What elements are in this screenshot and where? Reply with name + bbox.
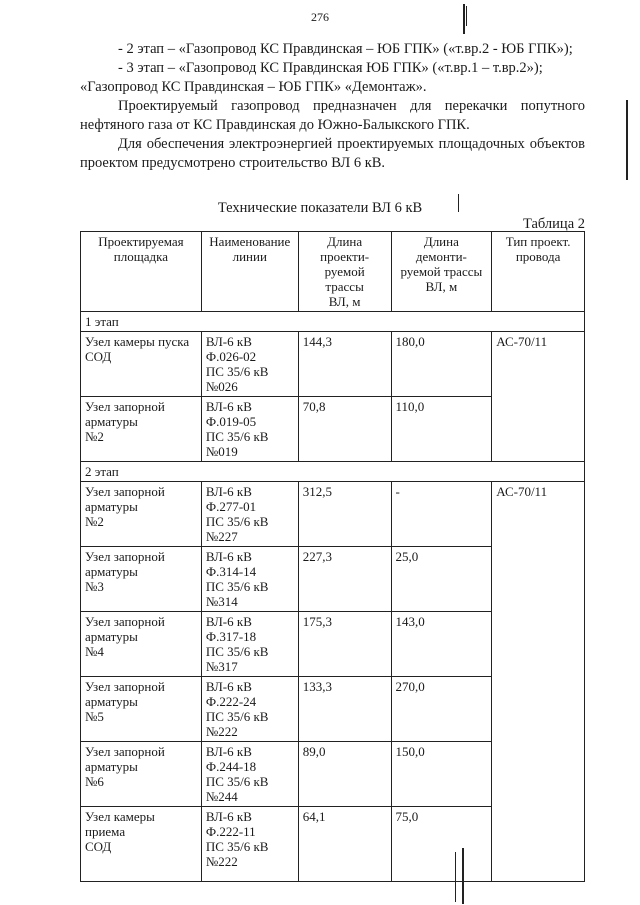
- header-line-name: Наименование линии: [201, 232, 298, 312]
- body-text: [80, 40, 585, 173]
- line-cell: ВЛ-6 кВ Ф.314-14 ПС 35/6 кВ №314: [201, 547, 298, 612]
- site-cell: Узел запорной арматуры №3: [81, 547, 202, 612]
- dismantled-length-cell: 110,0: [391, 397, 492, 462]
- site-cell: Узел камеры приема СОД: [81, 807, 202, 882]
- table-row: [81, 482, 585, 547]
- line-cell: ВЛ-6 кВ Ф.222-24 ПС 35/6 кВ №222: [201, 677, 298, 742]
- paragraph: Для обеспечения электроэнергией проектируемых площадочных объектов проектом предусмотрено строительство ВЛ 6 кВ.: [80, 136, 585, 171]
- projected-length-cell: 227,3: [298, 547, 391, 612]
- paragraph: «Газопровод КС Правдинская – ЮБ ГПК» «Демонтаж».: [80, 79, 427, 95]
- line-cell: ВЛ-6 кВ Ф.277-01 ПС 35/6 кВ №227: [201, 482, 298, 547]
- line-cell: ВЛ-6 кВ Ф.019-05 ПС 35/6 кВ №019: [201, 397, 298, 462]
- dismantled-length-cell: 25,0: [391, 547, 492, 612]
- page-number: 276: [311, 10, 329, 24]
- dismantled-length-cell: 75,0: [391, 807, 492, 882]
- header-projected-length: Длина проекти- руемой трассы ВЛ, м: [298, 232, 391, 312]
- wire-type-cell: АС-70/11: [492, 332, 585, 462]
- site-cell: Узел запорной арматуры №2: [81, 397, 202, 462]
- header-site: Проектируемая площадка: [81, 232, 202, 312]
- table-caption: Таблица 2: [522, 216, 585, 232]
- scan-mark: [463, 4, 465, 34]
- projected-length-cell: 133,3: [298, 677, 391, 742]
- projected-length-cell: 64,1: [298, 807, 391, 882]
- paragraph: Проектируемый газопровод предназначен для перекачки попутного нефтяного газа от КС Правдинская до Южно-Балыкского ГПК.: [80, 98, 585, 133]
- line-cell: ВЛ-6 кВ Ф.244-18 ПС 35/6 кВ №244: [201, 742, 298, 807]
- dismantled-length-cell: 180,0: [391, 332, 492, 397]
- paragraph: - 3 этап – «Газопровод КС Правдинская ЮБ ГПК» («т.вр.1 – т.вр.2»);: [118, 60, 543, 76]
- line-cell: ВЛ-6 кВ Ф.222-11 ПС 35/6 кВ №222: [201, 807, 298, 882]
- dismantled-length-cell: 143,0: [391, 612, 492, 677]
- line-cell: ВЛ-6 кВ Ф.026-02 ПС 35/6 кВ №026: [201, 332, 298, 397]
- site-cell: Узел запорной арматуры №2: [81, 482, 202, 547]
- stage-label: 2 этап: [81, 462, 585, 482]
- dismantled-length-cell: 270,0: [391, 677, 492, 742]
- table-row: [81, 332, 585, 397]
- tech-table: [80, 231, 585, 882]
- projected-length-cell: 144,3: [298, 332, 391, 397]
- scan-mark: [466, 6, 467, 26]
- paragraph: - 2 этап – «Газопровод КС Правдинская – ЮБ ГПК» («т.вр.2 - ЮБ ГПК»);: [118, 41, 573, 57]
- site-cell: Узел запорной арматуры №6: [81, 742, 202, 807]
- projected-length-cell: 89,0: [298, 742, 391, 807]
- header-wire-type: Тип проект. провода: [492, 232, 585, 312]
- dismantled-length-cell: -: [391, 482, 492, 547]
- table-title: Технические показатели ВЛ 6 кВ: [217, 200, 423, 216]
- stage-row: [81, 462, 585, 482]
- table-header-row: [81, 232, 585, 312]
- dismantled-length-cell: 150,0: [391, 742, 492, 807]
- scan-mark: [626, 100, 628, 180]
- projected-length-cell: 70,8: [298, 397, 391, 462]
- stage-label: 1 этап: [81, 312, 585, 332]
- stage-row: [81, 312, 585, 332]
- site-cell: Узел запорной арматуры №4: [81, 612, 202, 677]
- header-dismantled-length: Длина демонти- руемой трассы ВЛ, м: [391, 232, 492, 312]
- site-cell: Узел камеры пуска СОД: [81, 332, 202, 397]
- wire-type-cell: АС-70/11: [492, 482, 585, 882]
- line-cell: ВЛ-6 кВ Ф.317-18 ПС 35/6 кВ №317: [201, 612, 298, 677]
- projected-length-cell: 175,3: [298, 612, 391, 677]
- projected-length-cell: 312,5: [298, 482, 391, 547]
- site-cell: Узел запорной арматуры №5: [81, 677, 202, 742]
